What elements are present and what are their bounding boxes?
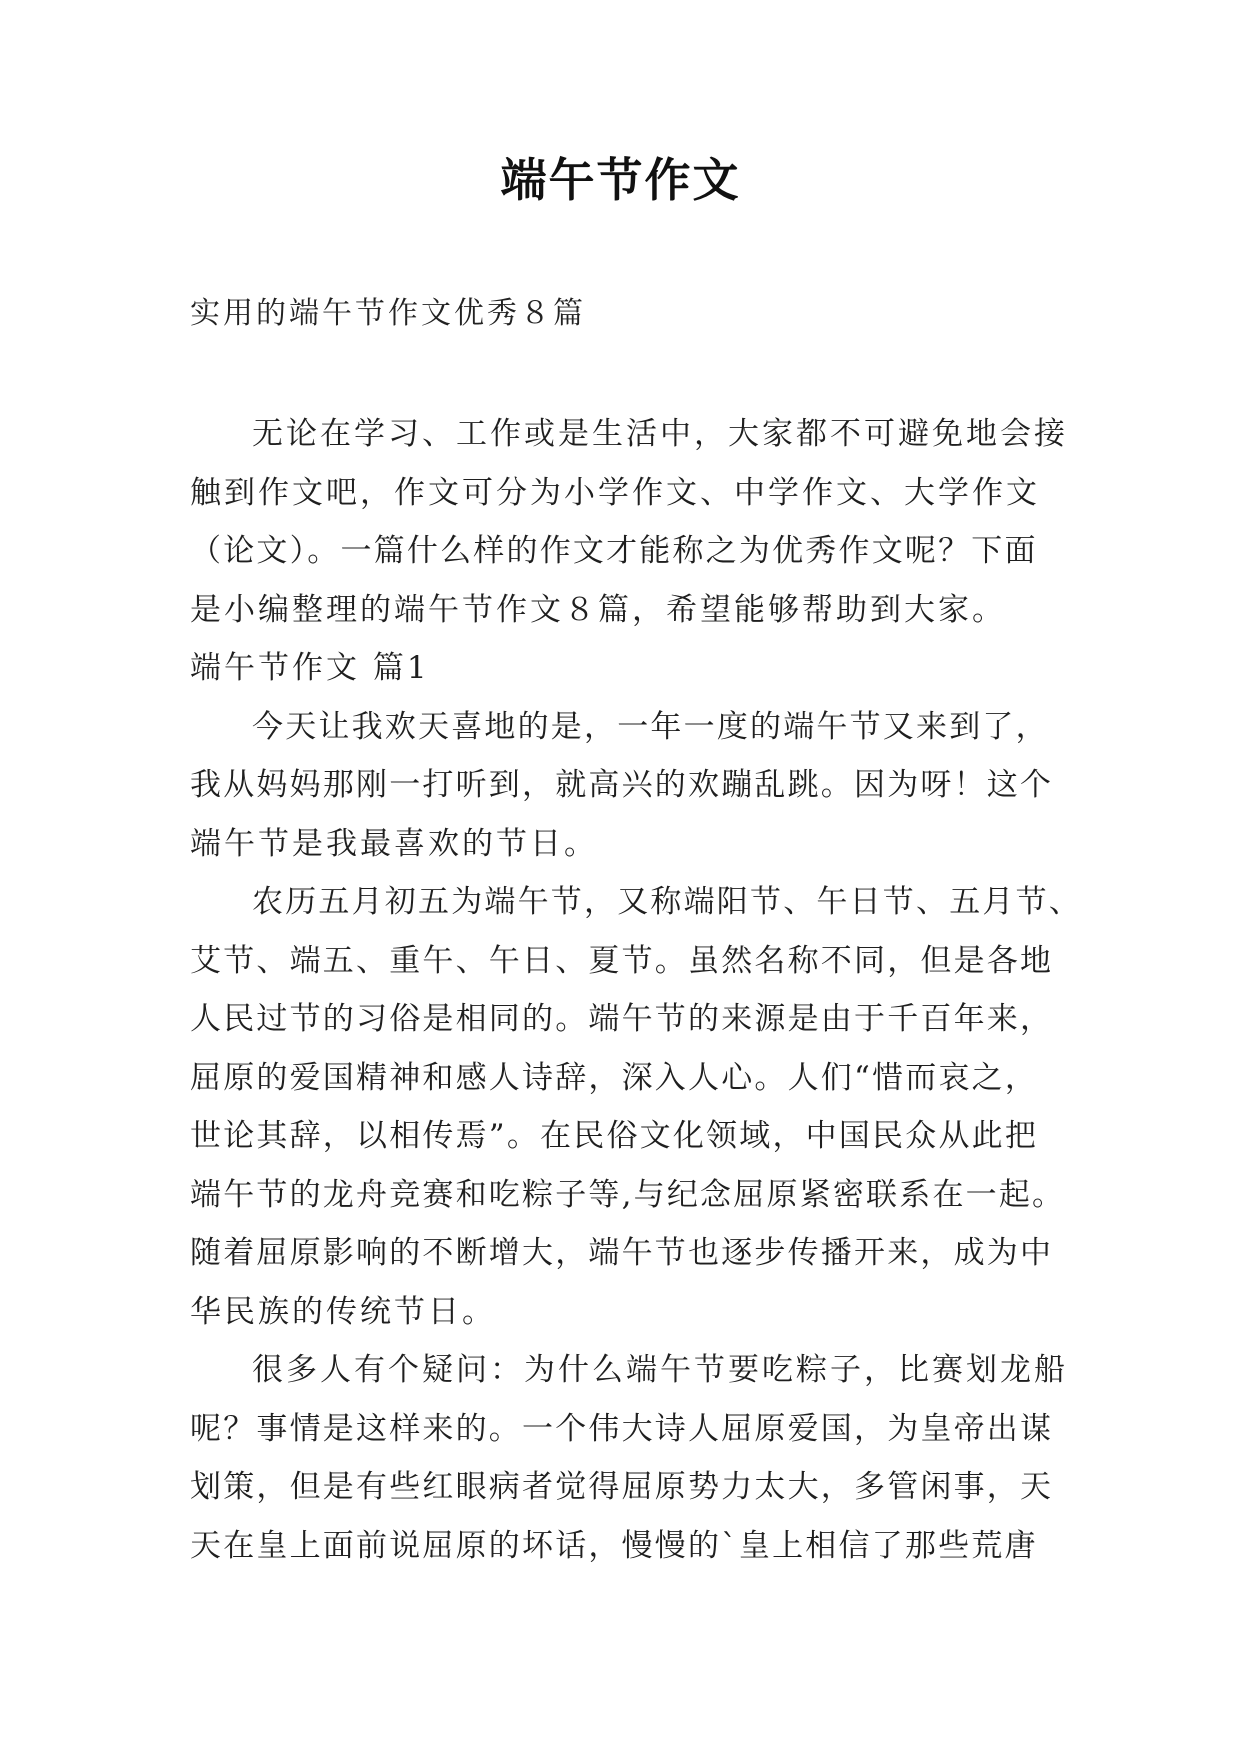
body-line: 呢？事情是这样来的。一个伟大诗人屈原爱国，为皇帝出谋 bbox=[190, 1410, 1054, 1447]
body-line: 人民过节的习俗是相同的。端午节的来源是由于千百年来， bbox=[190, 1001, 1054, 1037]
section-heading: 端午节作文 篇1 bbox=[190, 650, 430, 686]
body-line: 随着屈原影响的不断增大，端午节也逐步传播开来，成为中 bbox=[190, 1235, 1054, 1271]
document-body bbox=[190, 405, 1082, 1575]
body-line: 天在皇上面前说屈原的坏话，慢慢的`皇上相信了那些荒唐 bbox=[190, 1527, 1038, 1564]
body-line: 今天让我欢天喜地的是，一年一度的端午节又来到了， bbox=[252, 708, 1049, 745]
document-title: 端午节作文 bbox=[500, 153, 741, 207]
body-line: 触到作文吧，作文可分为小学作文、中学作文、大学作文 bbox=[190, 474, 1040, 511]
body-line: 我从妈妈那刚一打听到，就高兴的欢蹦乱跳。因为呀！这个 bbox=[190, 767, 1054, 803]
document-subtitle: 实用的端午节作文优秀８篇 bbox=[190, 296, 586, 331]
body-line: （论文）。一篇什么样的作文才能称之为优秀作文呢？下面 bbox=[190, 533, 1038, 569]
body-line: 华民族的传统节日。 bbox=[190, 1293, 496, 1330]
body-line: 划策，但是有些红眼病者觉得屈原势力太大，多管闲事，天 bbox=[190, 1469, 1054, 1505]
body-line: 无论在学习、工作或是生活中，大家都不可避免地会接 bbox=[252, 416, 1068, 452]
body-line: 艾节、端五、重午、午日、夏节。虽然名称不同，但是各地 bbox=[190, 942, 1054, 979]
body-line: 世论其辞，以相传焉”。在民俗文化领域，中国民众从此把 bbox=[190, 1118, 1039, 1154]
body-line: 端午节的龙舟竞赛和吃粽子等,与纪念屈原紧密联系在一起。 bbox=[190, 1176, 1066, 1213]
body-line: 是小编整理的端午节作文８篇，希望能够帮助到大家。 bbox=[190, 591, 1006, 628]
body-line: 农历五月初五为端午节，又称端阳节、午日节、五月节、 bbox=[252, 884, 1082, 920]
body-line: 屈原的爱国精神和感人诗辞，深入人心。人们“惜而哀之， bbox=[190, 1059, 1039, 1096]
body-line: 很多人有个疑问：为什么端午节要吃粽子，比赛划龙船 bbox=[252, 1352, 1068, 1388]
body-line: 端午节是我最喜欢的节日。 bbox=[190, 825, 598, 862]
